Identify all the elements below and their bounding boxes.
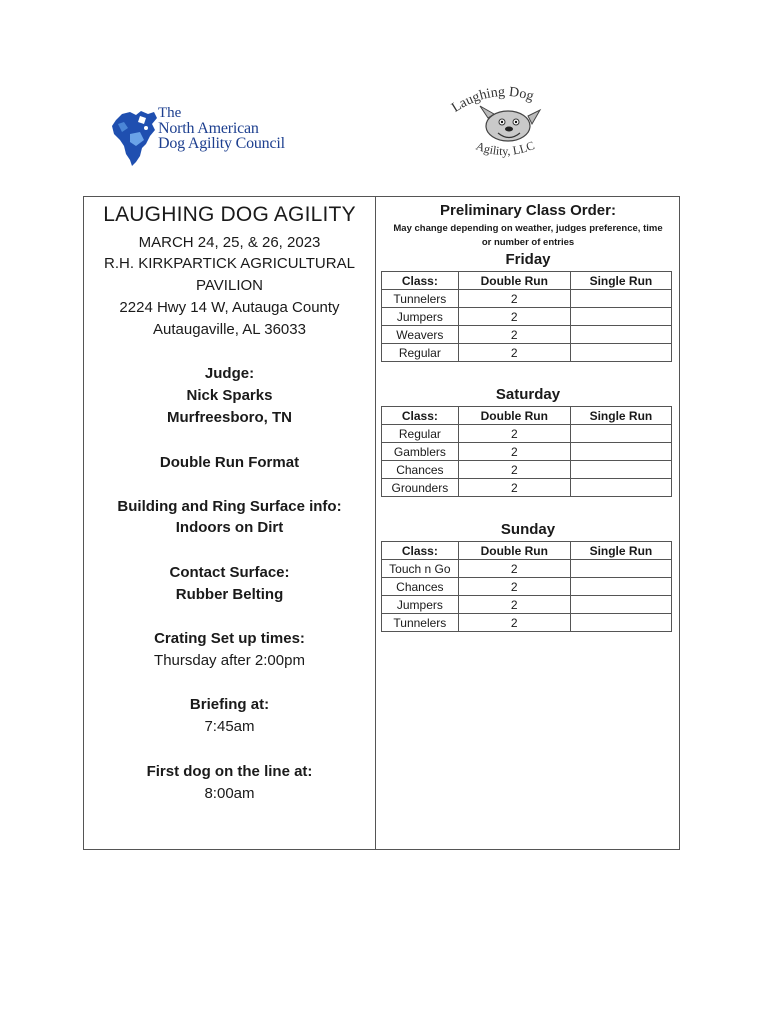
double-run-count: 2	[458, 290, 570, 308]
crating-value: Thursday after 2:00pm	[154, 652, 305, 669]
table-row	[382, 308, 672, 326]
single-run-count	[570, 344, 671, 362]
double-run-count: 2	[458, 560, 570, 578]
laughing-dog-top-text: Laughing Dog	[449, 84, 536, 116]
class-name: Gamblers	[382, 443, 459, 461]
first-dog-value: 8:00am	[204, 785, 255, 802]
double-run-count: 2	[458, 614, 570, 632]
nadac-wordmark	[158, 106, 285, 151]
saturday-table	[381, 406, 672, 497]
class-name: Chances	[382, 461, 459, 479]
surface-value: Indoors on Dirt	[175, 519, 284, 536]
north-america-map-icon	[110, 106, 160, 168]
table-row	[382, 560, 672, 578]
note-line2: or number of entries	[481, 237, 575, 248]
single-run-count	[570, 596, 671, 614]
single-run-count	[570, 326, 671, 344]
class-order-heading: Preliminary Class Order:	[440, 202, 616, 219]
contact-value: Rubber Belting	[175, 586, 284, 603]
single-run-count	[570, 578, 671, 596]
class-name: Jumpers	[382, 308, 459, 326]
table-row	[382, 344, 672, 362]
venue-line1: R.H. KIRKPARTICK AGRICULTURAL	[104, 255, 355, 272]
address-line1: 2224 Hwy 14 W, Autauga County	[119, 299, 340, 316]
header-single-run: Single Run	[570, 272, 671, 290]
class-name: Tunnelers	[382, 614, 459, 632]
saturday-heading: Saturday	[495, 386, 561, 403]
header-class: Class:	[382, 542, 459, 560]
header-double-run: Double Run	[458, 407, 570, 425]
table-row	[382, 578, 672, 596]
class-name: Chances	[382, 578, 459, 596]
single-run-count	[570, 560, 671, 578]
single-run-count	[570, 461, 671, 479]
table-row	[382, 425, 672, 443]
nadac-logo	[110, 100, 320, 170]
nadac-line1: North American	[158, 120, 259, 137]
double-run-count: 2	[458, 596, 570, 614]
table-header-row	[382, 542, 672, 560]
class-name: Weavers	[382, 326, 459, 344]
event-dates: MARCH 24, 25, & 26, 2023	[138, 234, 321, 251]
double-run-count: 2	[458, 461, 570, 479]
judge-name: Nick Sparks	[186, 387, 273, 404]
event-info-frame	[83, 196, 680, 850]
class-name: Touch n Go	[382, 560, 459, 578]
double-run-count: 2	[458, 344, 570, 362]
address-line2: Autaugaville, AL 36033	[153, 321, 306, 338]
laughing-dog-logo	[436, 82, 572, 166]
table-row	[382, 443, 672, 461]
header-class: Class:	[382, 407, 459, 425]
header-class: Class:	[382, 272, 459, 290]
table-row	[382, 326, 672, 344]
table-row	[382, 479, 672, 497]
double-run-count: 2	[458, 308, 570, 326]
double-run-count: 2	[458, 443, 570, 461]
table-row	[382, 596, 672, 614]
event-title: LAUGHING DOG AGILITY	[103, 203, 356, 226]
crating-label: Crating Set up times:	[154, 630, 305, 647]
single-run-count	[570, 614, 671, 632]
table-row	[382, 290, 672, 308]
single-run-count	[570, 308, 671, 326]
laughing-dog-bottom-text: Agility, LLC	[474, 138, 537, 159]
header-single-run: Single Run	[570, 542, 671, 560]
single-run-count	[570, 290, 671, 308]
class-name: Jumpers	[382, 596, 459, 614]
sunday-heading: Sunday	[500, 521, 556, 538]
table-header-row	[382, 407, 672, 425]
double-run-count: 2	[458, 425, 570, 443]
header-double-run: Double Run	[458, 272, 570, 290]
class-name: Grounders	[382, 479, 459, 497]
class-name: Regular	[382, 344, 459, 362]
note-line1: May change depending on weather, judges preference, time	[393, 223, 663, 234]
double-run-count: 2	[458, 578, 570, 596]
header-single-run: Single Run	[570, 407, 671, 425]
judge-city: Murfreesboro, TN	[166, 409, 292, 426]
double-run-count: 2	[458, 326, 570, 344]
venue-line2: PAVILION	[196, 277, 263, 294]
run-format: Double Run Format	[159, 454, 300, 471]
friday-heading: Friday	[505, 251, 551, 268]
nadac-the: The	[158, 105, 182, 121]
double-run-count: 2	[458, 479, 570, 497]
single-run-count	[570, 425, 671, 443]
friday-table	[381, 271, 672, 362]
briefing-label: Briefing at:	[189, 696, 270, 713]
contact-label: Contact Surface:	[169, 564, 290, 581]
table-row	[382, 461, 672, 479]
judge-label: Judge:	[204, 365, 255, 382]
laughing-dog-emblem	[436, 82, 572, 166]
sunday-table	[381, 541, 672, 632]
class-name: Tunnelers	[382, 290, 459, 308]
table-row	[382, 614, 672, 632]
single-run-count	[570, 443, 671, 461]
single-run-count	[570, 479, 671, 497]
class-name: Regular	[382, 425, 459, 443]
surface-label: Building and Ring Surface info:	[117, 498, 342, 515]
nadac-line2: Dog Agility Council	[158, 135, 285, 152]
header-double-run: Double Run	[458, 542, 570, 560]
briefing-value: 7:45am	[204, 718, 255, 735]
class-order-note	[376, 222, 680, 250]
table-header-row	[382, 272, 672, 290]
first-dog-label: First dog on the line at:	[146, 763, 313, 780]
